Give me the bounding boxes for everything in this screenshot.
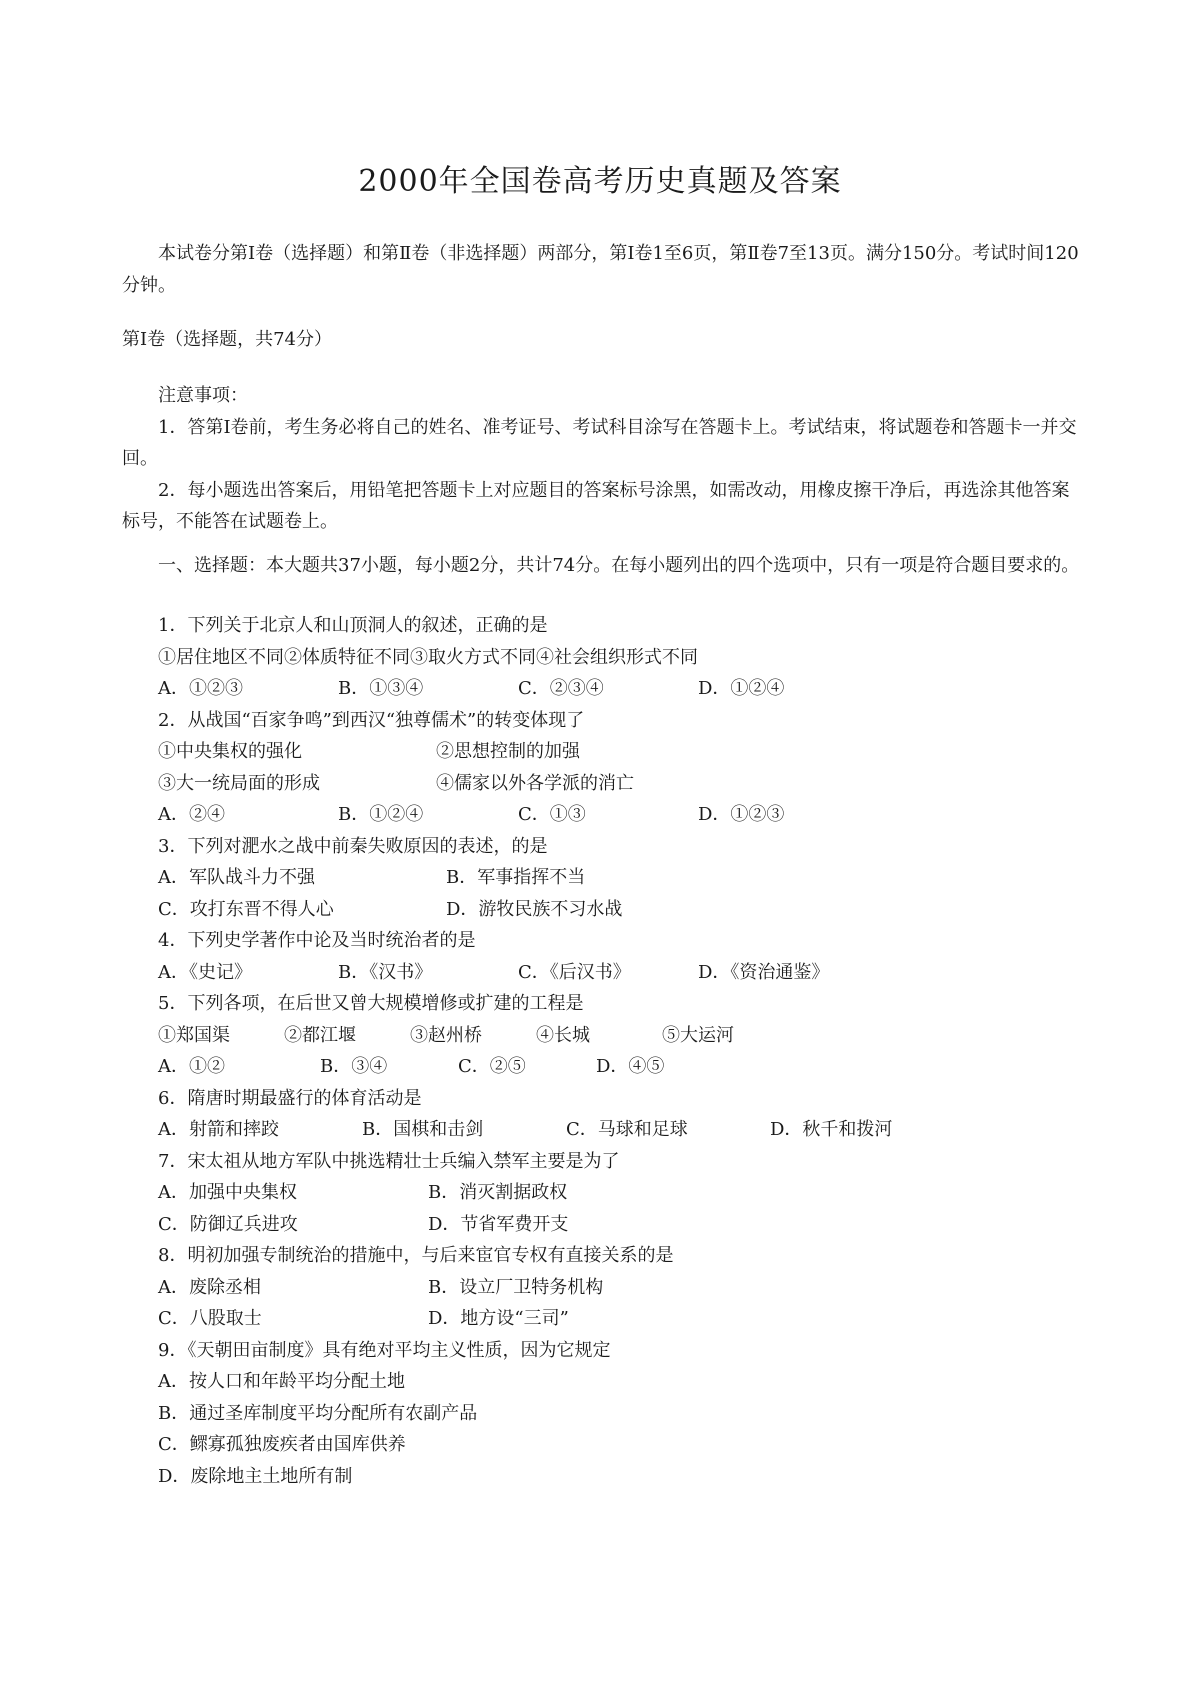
question-7-stem: 7．宋太祖从地方军队中挑选精壮士兵编入禁军主要是为了 [158,1150,620,1172]
option-c: C．《后汉书》 [518,961,631,983]
option-c: C．八股取士 [158,1308,262,1329]
item-4: ④儒家以外各学派的消亡 [436,772,634,794]
question-2-stem: 2．从战国“百家争鸣”到西汉“独尊儒术”的转变体现了 [158,709,585,731]
option-d: D．④⑤ [596,1056,665,1077]
option-b: B．国棋和击剑 [362,1119,484,1140]
option-d: D．①②③ [698,804,785,825]
item-3: ③赵州桥 [410,1024,482,1046]
part-one-text: 一、选择题：本大题共37小题，每小题2分，共计74分。在每小题列出的四个选项中，只有一项是符合题目要求的。 [158,555,1080,576]
option-a: A．按人口和年龄平均分配土地 [158,1371,405,1392]
question-4-stem: 4．下列史学著作中论及当时统治者的是 [158,930,476,951]
option-b: B．《汉书》 [338,961,433,983]
option-a: A．①② [158,1056,225,1077]
question-9-stem: 9．《天朝田亩制度》具有绝对平均主义性质，因为它规定 [158,1339,611,1361]
option-d: D．《资治通鉴》 [698,961,830,983]
option-c: C．攻打东晋不得人心 [158,898,334,920]
option-c: C．马球和足球 [566,1119,688,1140]
item-1: ①郑国渠 [158,1024,230,1046]
option-c: C．①③ [518,804,586,825]
option-d: D．①②④ [698,678,785,699]
question-3-options-row1 [122,862,1085,894]
question-8-options-row1 [122,1272,1085,1304]
intro-paragraph [122,238,1085,301]
option-b: B．消灭割据政权 [428,1182,568,1203]
option-c: C．鳏寡孤独废疾者由国库供养 [158,1434,406,1455]
option-c: C．②③④ [518,678,604,699]
note-item-1: 1．答第Ⅰ卷前，考生务必将自己的姓名、准考证号、考试科目涂写在答题卡上。考试结束，将试题卷和答题卡一并交回。 [122,416,1077,469]
questions-list [122,610,1085,1492]
question-4-options [122,957,1085,989]
question-8-options-row2 [122,1303,1085,1335]
option-c: C．防御辽兵进攻 [158,1213,298,1235]
question-5-options [122,1051,1085,1083]
question-1-options [122,673,1085,705]
option-d: D．节省军费开支 [428,1213,569,1235]
question-5-items [122,1020,1085,1052]
question-1-stem: 1．下列关于北京人和山顶洞人的叙述，正确的是 [158,615,548,636]
section-heading-text: 第Ⅰ卷（选择题，共74分） [122,329,333,350]
question-2-items-row2 [122,768,1085,800]
option-b: B．①②④ [338,804,424,825]
item-3: ③大一统局面的形成 [158,772,320,794]
option-b: B．设立厂卫特务机构 [428,1276,604,1298]
notes-heading: 注意事项： [158,385,248,406]
question-2-items-row1 [122,736,1085,768]
document-title: 2000年全国卷高考历史真题及答案 [358,164,842,199]
question-3-options-row2 [122,894,1085,926]
section-heading [122,324,1085,356]
item-4: ④长城 [536,1024,590,1046]
option-a: A．加强中央集权 [158,1182,297,1203]
option-d: D．秋千和拨河 [770,1119,893,1140]
option-a: A．①②③ [158,678,243,699]
question-7-options-row1 [122,1177,1085,1209]
option-b: B．军事指挥不当 [446,867,586,888]
item-5: ⑤大运河 [662,1024,734,1046]
question-6-options [122,1114,1085,1146]
option-a: A．射箭和摔跤 [158,1119,279,1140]
option-c: C．②⑤ [458,1056,526,1077]
option-a: A．军队战斗力不强 [158,867,315,888]
question-1-items: ①居住地区不同②体质特征不同③取火方式不同④社会组织形式不同 [158,646,698,668]
option-d: D．废除地主土地所有制 [158,1465,353,1487]
question-3-stem: 3．下列对淝水之战中前秦失败原因的表述，的是 [158,835,548,857]
question-5-stem: 5．下列各项，在后世又曾大规模增修或扩建的工程是 [158,993,584,1014]
notes-block [122,380,1085,538]
intro-text: 本试卷分第Ⅰ卷（选择题）和第Ⅱ卷（非选择题）两部分，第Ⅰ卷1至6页，第Ⅱ卷7至13页。满分150分。考试时间120分钟。 [122,243,1079,296]
option-b: B．通过圣库制度平均分配所有农副产品 [158,1402,478,1424]
option-d: D．地方设“三司” [428,1308,569,1329]
question-6-stem: 6．隋唐时期最盛行的体育活动是 [158,1087,422,1109]
question-8-stem: 8．明初加强专制统治的措施中，与后来宦官专权有直接关系的是 [158,1245,674,1266]
question-7-options-row2 [122,1209,1085,1241]
item-1: ①中央集权的强化 [158,741,302,762]
item-2: ②都江堰 [284,1024,356,1046]
option-a: A．废除丞相 [158,1276,261,1298]
question-2-options [122,799,1085,831]
option-d: D．游牧民族不习水战 [446,898,623,920]
option-a: A．②④ [158,804,225,825]
note-item-2: 2．每小题选出答案后，用铅笔把答题卡上对应题目的答案标号涂黑，如需改动，用橡皮擦干净后，再选涂其他答案标号，不能答在试题卷上。 [122,479,1070,532]
option-b: B．①③④ [338,678,424,699]
part-one-instructions [122,550,1085,582]
option-a: A．《史记》 [158,961,252,983]
item-2: ②思想控制的加强 [436,741,580,762]
option-b: B．③④ [320,1056,388,1077]
